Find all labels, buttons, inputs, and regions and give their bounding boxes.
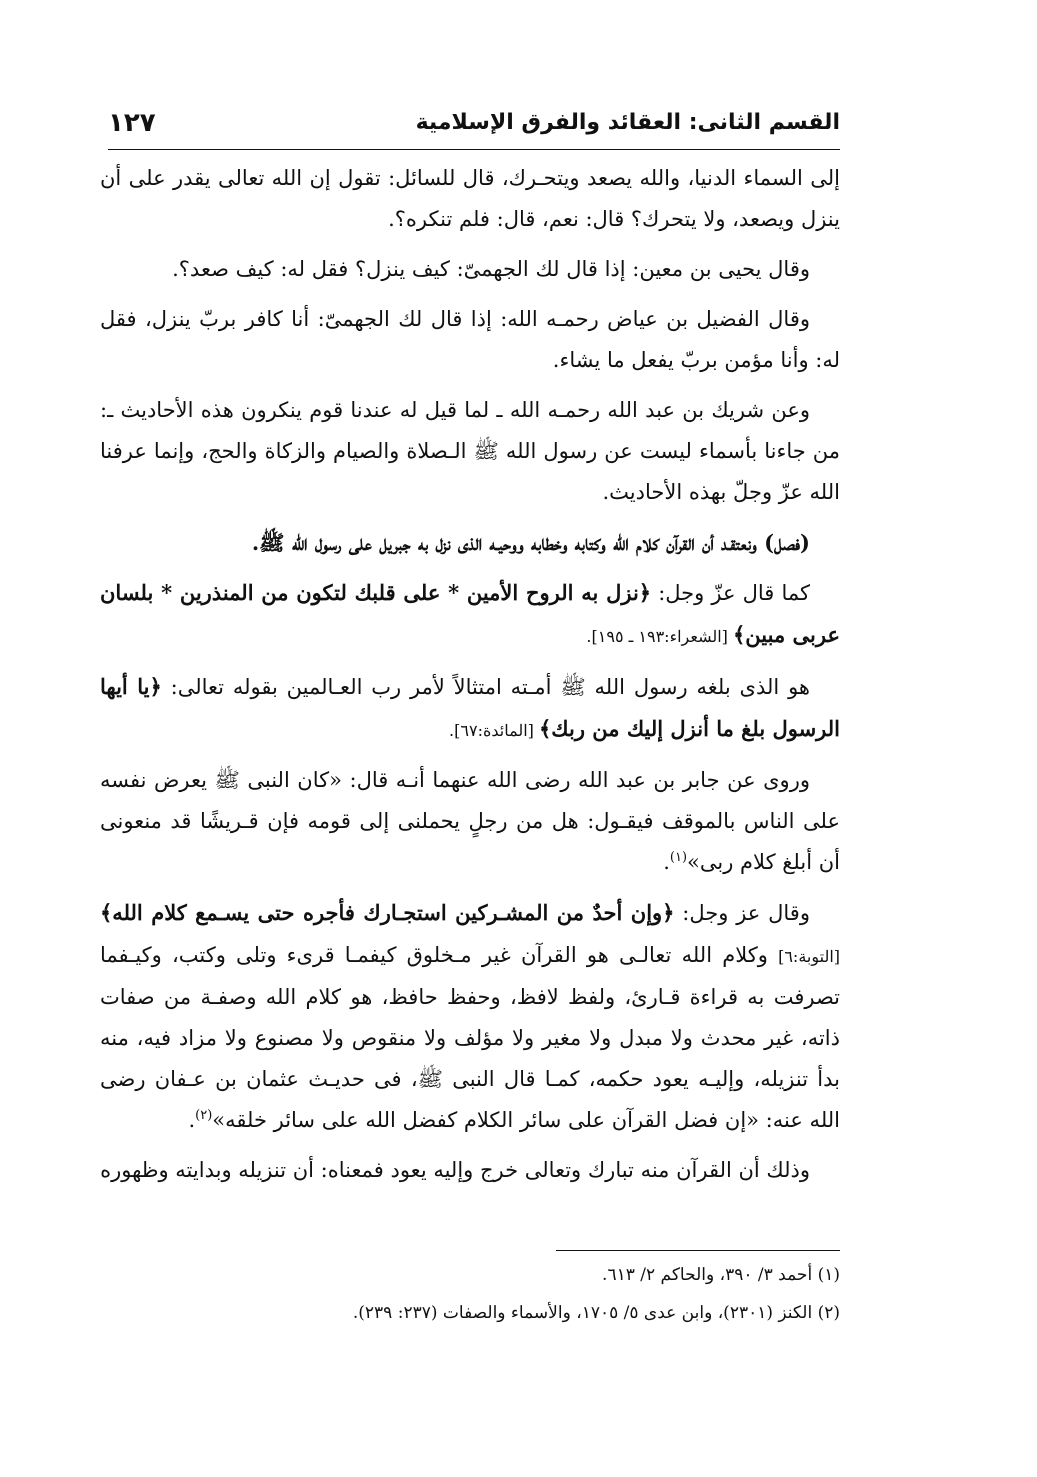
verse-reference: [الشعراء:١٩٣ ـ ١٩٥]. <box>586 627 733 646</box>
paragraph-8-end: . <box>663 850 670 874</box>
paragraph-9 <box>100 892 840 1141</box>
paragraph-9-text: وكلام الله تعالـى هو القرآن غير مـخلوق كيفمـا قرىء وتلى وكتب، وكيـفما تصرفت به قراءة قـارئ، ولفظ لافظ، وحفظ حافظ، هو كلام الله وصفـة من صفات ذاته، غير محدث ولا مبدل ولا مغير ولا مؤلف ولا منقوص ولا مصنوع ولا مزاد فيه، منه بدأ تنزيله، وإليـه يعود حكمه، كمـا قال النبى ﷺ، فى حديـث عثمان بن عـفان رضى الله عنه: «إن فضل القرآن على سائر الكلام كفضل الله على سائر خلقه» <box>100 943 840 1132</box>
section-title: القسم الثانى: العقائد والفرق الإسلامية <box>415 110 840 135</box>
footnotes <box>250 1256 840 1332</box>
header-divider <box>108 149 840 150</box>
quran-verse: ﴿يا أيها الرسول بلغ ما أنزل إليك من ربك﴾ <box>100 674 840 741</box>
paragraph-7-intro: هو الذى بلغه رسول الله ﷺ أمـته امتثالاً لأمر رب العـالمين بقوله تعالى: <box>161 675 810 699</box>
paragraph-5-section-heading: (فصل) ونعتقـد أن القرآن كلام الله وكتابه وخطابه ووحيـه الذى نزل به جبريل على رسول الله ﷺ. <box>251 530 810 555</box>
footnote-1: (١) أحمد ٣/ ٣٩٠، والحاكم ٢/ ٦١٣. <box>602 1265 840 1285</box>
paragraph-4: وعن شريك بن عبد الله رحمـه الله ـ لما قيل له عندنا قوم ينكرون هذه الأحاديث ـ: من جاءنا بأسماء ليست عن رسول الله ﷺ الـصلاة والصيام والزكاة والحج، وإنما عرفنا الله عزّ وجلّ بهذه الأحاديث. <box>100 398 840 504</box>
footnote-2: (٢) الكنز (٢٣٠١)، وابن عدى ٥/ ١٧٠٥، والأسماء والصفات (٢٣٧: ٢٣٩). <box>352 1303 840 1323</box>
footnote-marker-2: (٢) <box>195 1108 213 1123</box>
main-text <box>100 158 840 1200</box>
running-header <box>108 108 840 148</box>
quran-verse: ﴿نزل به الروح الأمين * على قلبك لتكون من المنذرين * بلسان عربى مبين﴾ <box>100 580 840 647</box>
footnote-marker-1: (١) <box>669 850 688 865</box>
paragraph-2: وقال يحيى بن معين: إذا قال لك الجهمىّ: كيف ينزل؟ فقل له: كيف صعد؟. <box>172 257 810 281</box>
page-number: ١٢٧ <box>108 108 156 138</box>
verse-reference: [المائدة:٦٧]. <box>449 721 539 740</box>
paragraph-10: وذلك أن القرآن منه تبارك وتعالى خرج وإليه يعود فمعناه: أن تنزيله وبدايته وظهوره <box>100 1158 810 1182</box>
paragraph-9-intro: وقال عز وجل: <box>674 901 810 925</box>
quran-verse: ﴿وإن أحدٌ من المشـركين استجـارك فأجره حتى يسـمع كلام الله﴾ <box>100 900 675 925</box>
paragraph-3: وقال الفضيل بن عياض رحمـه الله: إذا قال لك الجهمىّ: أنا كافر بربّ ينزل، فقل له: وأنا مؤمن بربّ يفعل ما يشاء. <box>100 307 840 372</box>
paragraph-9-end: . <box>188 1108 196 1132</box>
paragraph-7 <box>100 666 840 751</box>
paragraph-6 <box>100 572 840 657</box>
footnote-divider <box>556 1250 840 1251</box>
verse-reference: [التوبة:٦] <box>778 947 840 966</box>
paragraph-6-intro: كما قال عزّ وجل: <box>651 581 810 605</box>
paragraph-1: إلى السماء الدنيا، والله يصعد ويتحـرك، قال للسائل: تقول إن الله تعالى يقدر على أن ينزل ويصعد، ولا يتحرك؟ قال: نعم، قال: فلم تنكره؟. <box>100 166 840 231</box>
paragraph-8 <box>100 760 840 883</box>
paragraph-8-text: وروى عن جابر بن عبد الله رضى الله عنهما أنـه قال: «كان النبى ﷺ يعرض نفسه على الناس بالموقف فيقـول: هل من رجلٍ يحملنى إلى قومه فإن قـريشًا قد منعونى أن أبلغ كلام ربى» <box>100 768 840 874</box>
